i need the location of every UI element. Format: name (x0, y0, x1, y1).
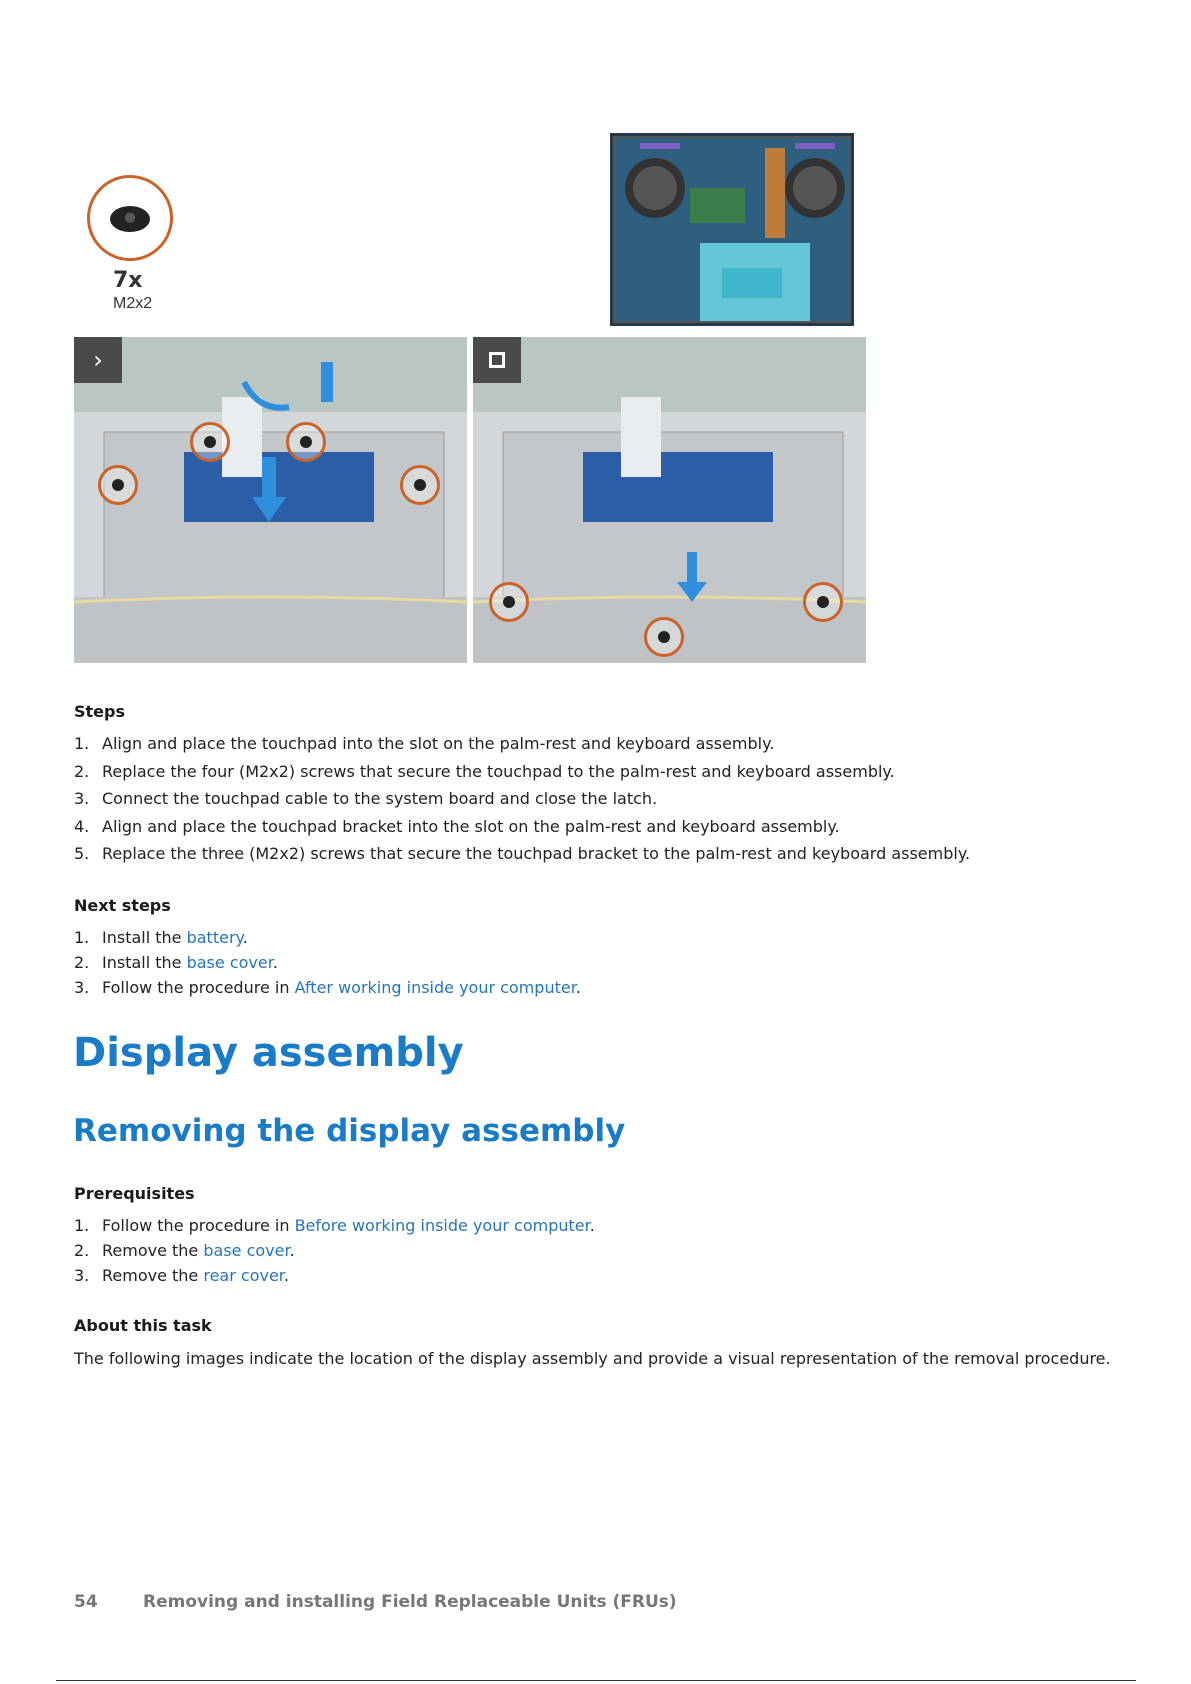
list-item: 4. Align and place the touchpad bracket into the slot on the palm-rest and keyboard assembly. (74, 816, 840, 836)
screw-callout (644, 617, 684, 657)
footer-title: Removing and installing Field Replaceable Units (FRUs) (143, 1592, 677, 1612)
list-item: 3. Remove the rear cover. (74, 1266, 289, 1285)
about-heading: About this task (74, 1316, 212, 1335)
subsection-title: Removing the display assembly (73, 1113, 626, 1149)
link-after-working[interactable]: After working inside your computer (294, 978, 576, 997)
screw-count: 7x (113, 268, 143, 293)
next-steps-heading: Next steps (74, 896, 171, 915)
link-battery[interactable]: battery (186, 928, 243, 947)
list-item: 3. Follow the procedure in After working inside your computer. (74, 978, 581, 997)
screw-legend-icon (87, 175, 173, 261)
list-item: 5. Replace the three (M2x2) screws that secure the touchpad bracket to the palm-rest and keyboard assembly. (74, 844, 971, 863)
link-before-working[interactable]: Before working inside your computer (294, 1216, 590, 1235)
section-title: Display assembly (73, 1030, 464, 1076)
steps-heading: Steps (74, 702, 125, 721)
screw-callout (803, 582, 843, 622)
link-base-cover[interactable]: base cover (186, 953, 273, 972)
list-item: 2. Remove the base cover. (74, 1241, 295, 1260)
step-figure-install-touchpad (74, 337, 467, 663)
list-item: 1. Follow the procedure in Before working inside your computer. (74, 1216, 595, 1235)
about-text: The following images indicate the location of the display assembly and provide a visual representation of the removal procedure. (74, 1349, 1111, 1368)
next-step-badge: › (74, 337, 122, 383)
page-number: 54 (74, 1592, 98, 1612)
list-item: 3. Connect the touchpad cable to the system board and close the latch. (74, 789, 658, 808)
screw-callout (286, 422, 326, 462)
screw-head-icon (110, 206, 150, 232)
next-steps-list (74, 928, 1134, 1003)
screw-callout (98, 465, 138, 505)
screw-callout (400, 465, 440, 505)
step-figure-install-bracket (473, 337, 866, 663)
link-rear-cover[interactable]: rear cover (203, 1266, 284, 1285)
screw-callout (190, 422, 230, 462)
link-base-cover[interactable]: base cover (203, 1241, 290, 1260)
list-item: 2. Replace the four (M2x2) screws that secure the touchpad to the palm-rest and keyboard assembly. (74, 761, 895, 781)
list-item: 1. Install the battery. (74, 928, 248, 947)
screw-callout (489, 582, 529, 622)
list-item: 2. Install the base cover. (74, 953, 278, 972)
list-item: 1. Align and place the touchpad into the slot on the palm-rest and keyboard assembly. (74, 734, 775, 753)
steps-list (74, 734, 1134, 872)
laptop-overview-image (610, 133, 854, 326)
screw-size: M2x2 (113, 295, 153, 312)
footer-divider (56, 1680, 1136, 1681)
prerequisites-list (74, 1216, 1134, 1291)
done-step-badge (473, 337, 521, 383)
prerequisites-heading: Prerequisites (74, 1184, 195, 1203)
